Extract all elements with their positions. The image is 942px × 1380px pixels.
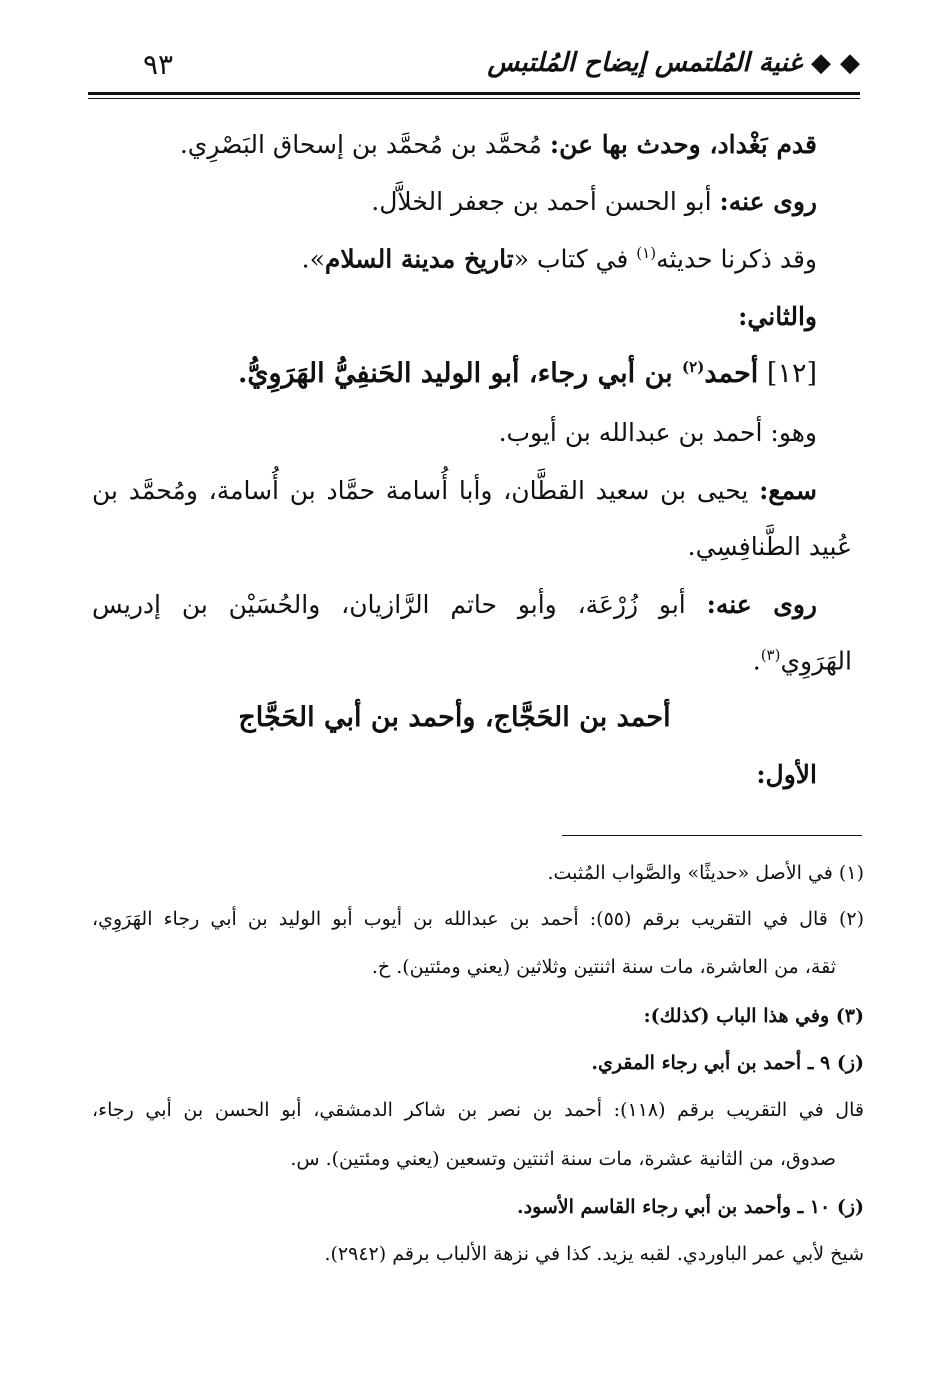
paragraph-arrival [180,130,817,159]
paragraph-text: . [752,646,761,676]
paragraph-text: يحيى بن سعيد القطَّان، وأبا أُسامة حمَّاد بن أُسامة، ومُحمَّد بن [92,476,760,505]
entry-number: [١٢] [758,358,817,389]
footnote-3-item-10: (ز) ١٠ ـ وأحمد بن أبي رجاء القاسم الأسود. [517,1196,864,1218]
paragraph-text: في كتاب « [513,244,637,274]
entry-name: بن أبي رجاء، أبو الوليد الحَنفِيُّ الهَرَوِيُّ. [237,358,683,389]
paragraph-hadith-note [302,244,817,273]
paragraph-text: مُحمَّد بن مُحمَّد بن إسحاق البَصْرِي. [179,130,550,159]
footnote-3: (٣) وفي هذا الباب (كذلك): [643,1005,864,1027]
header-rule-thick [88,92,860,95]
footnote-3-item-9-detail: قال في التقريب برقم (١١٨): أحمد بن نصر بن شاكر الدمشقي، أبو الحسن بن أبي رجاء، [92,1099,864,1121]
footnote-2-continued: ثقة، من العاشرة، مات سنة اثنتين وثلاثين (يعني ومئتين). خ. [371,956,836,978]
paragraph-lead: سمع: [759,476,817,505]
paragraph-narrated-continued [753,646,852,675]
footnote-3-item-10-detail: شيخ لأبي عمر الباوردي. لقبه يزيد. كذا في نزهة الألباب برقم (٢٩٤٢). [324,1243,864,1265]
footnote-3-item-9-detail-continued: صدوق، من الثانية عشرة، مات سنة اثنتين وتسعين (يعني ومئتين). س. [290,1148,836,1170]
paragraph-text: الهَرَوِي [780,646,852,676]
subheading-second: والثاني: [738,302,817,331]
subheading-first: الأول: [756,760,817,789]
entry-name: أحمد [704,358,759,389]
paragraph-text: ». [301,244,325,274]
paragraph-heard-continued: عُبيد الطَّنافِسِي. [687,532,852,561]
paragraph-identity: وهو: أحمد بن عبدالله بن أيوب. [498,418,817,447]
footnote-3-item-9: (ز) ٩ ـ أحمد بن أبي رجاء المقري. [591,1052,864,1074]
footnote-separator [562,835,862,836]
running-title: ◆ ◆ غنية المُلتمس إيضاح المُلتبس [487,48,860,78]
paragraph-text: أبو زُرْعَة، وأبو حاتم الرَّازيان، والحُسَيْن بن إدريس [92,590,707,619]
page-number: ٩٣ [143,48,174,81]
footnote-ref-1: (١) [636,244,657,262]
book-title: تاريخ مدينة السلام [324,244,514,274]
paragraph-text: وقد ذكرنا حديثه [656,244,817,274]
entry-heading [238,358,817,389]
paragraph-narrators [371,187,817,216]
paragraph-lead: قدم بَغْداد، وحدث بها عن: [549,130,817,159]
footnote-ref-2: (٢) [682,358,705,376]
paragraph-heard [92,476,817,505]
footnote-ref-3: (٣) [760,646,781,664]
paragraph-narrated-from [92,590,817,619]
footnote-2: (٢) قال في التقريب برقم (٥٥): أحمد بن عبدالله بن أيوب أبو الوليد بن أبي رجاء الهَرَوِي، [92,908,864,930]
page-header [88,44,860,94]
paragraph-text: أبو الحسن أحمد بن جعفر الخلاَّل. [371,187,720,216]
footnote-1: (١) في الأصل «حديثًا» والصَّواب المُثبت. [547,862,864,884]
paragraph-lead: روى عنه: [706,590,817,619]
section-heading: أحمد بن الحَجَّاج، وأحمد بن أبي الحَجَّاج [238,702,671,733]
header-rule-thin [88,98,860,99]
paragraph-lead: روى عنه: [719,187,817,216]
